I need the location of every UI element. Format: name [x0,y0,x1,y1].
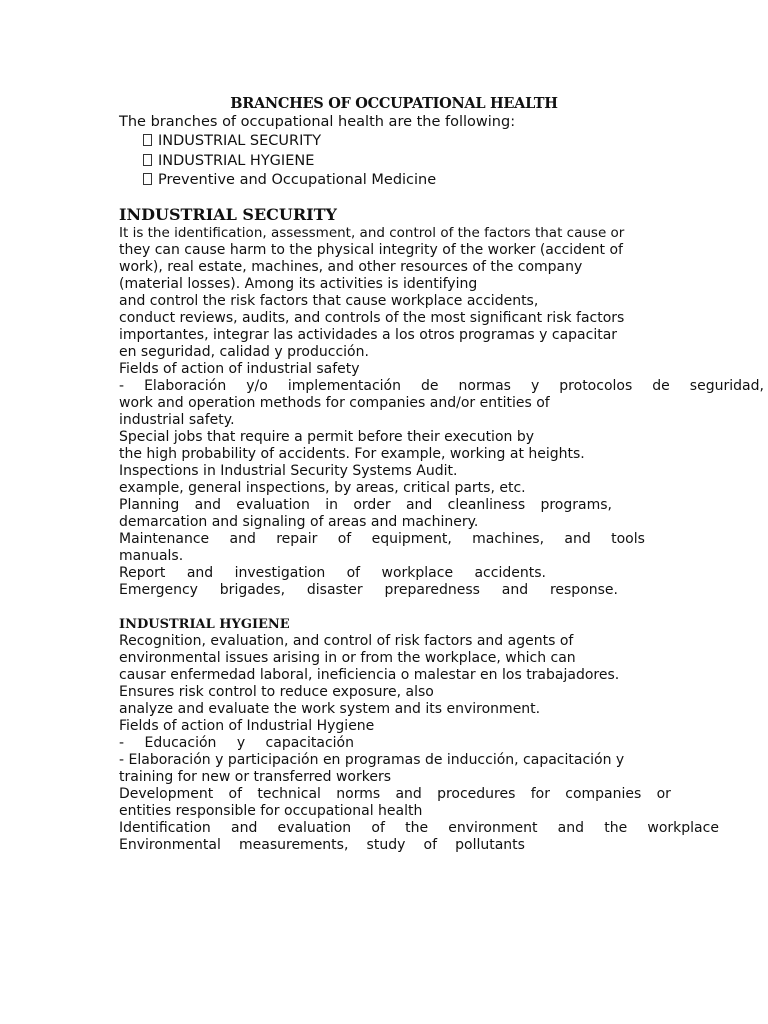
intro-text: The branches of occupational health are the following: [119,114,516,130]
paragraph-line: industrial safety. [119,412,235,428]
bullet-box-icon [143,173,152,185]
paragraph-line: work and operation methods for companies and/or entities of [119,395,550,411]
justified-line: Maintenance and repair of equipment, machines, and tools [119,531,645,547]
paragraph-line: and control the risk factors that cause workplace accidents, [119,293,539,309]
paragraph-line: causar enfermedad laboral, ineficiencia o malestar en los trabajadores. [119,667,620,683]
paragraph-line: Recognition, evaluation, and control of risk factors and agents of [119,633,574,649]
branches-list [143,132,663,191]
paragraph-line: entities responsible for occupational health [119,803,423,819]
page-title: BRANCHES OF OCCUPATIONAL HEALTH [230,95,558,112]
paragraph-line: training for new or transferred workers [119,769,392,785]
paragraph-line: Ensures risk control to reduce exposure, also [119,684,434,700]
paragraph-line: - Elaboración y participación en programas de inducción, capacitación y [119,752,625,768]
hygiene-body [119,633,764,854]
paragraph-line: Fields of action of Industrial Hygiene [119,718,375,734]
hygiene-heading: INDUSTRIAL HYGIENE [119,617,290,632]
justified-line: Planning and evaluation in order and cleanliness programs, [119,497,612,513]
paragraph-line: It is the identification, assessment, and control of the factors that cause or [119,225,625,241]
paragraph-line: manuals. [119,548,184,564]
paragraph-line: environmental issues arising in or from the workplace, which can [119,650,576,666]
list-item: INDUSTRIAL SECURITY [143,132,663,152]
justified-line: Identification and evaluation of the environment and the workplace [119,820,719,836]
bullet-box-icon [143,134,152,146]
justified-line: Report and investigation of workplace accidents. [119,565,546,581]
security-heading: INDUSTRIAL SECURITY [119,205,337,224]
security-body [119,225,764,599]
paragraph-line: the high probability of accidents. For example, working at heights. [119,446,585,462]
paragraph-line: demarcation and signaling of areas and machinery. [119,514,479,530]
paragraph-line: work), real estate, machines, and other resources of the company [119,259,583,275]
justified-line: - Elaboración y/o implementación de normas y protocolos de seguridad, [119,378,764,394]
paragraph-line: Inspections in Industrial Security Systems Audit. [119,463,458,479]
list-item: INDUSTRIAL HYGIENE [143,152,663,172]
justified-line: Emergency brigades, disaster preparedness and response. [119,582,618,598]
paragraph-line: example, general inspections, by areas, critical parts, etc. [119,480,526,496]
list-item: Preventive and Occupational Medicine [143,171,663,191]
justified-line: Environmental measurements, study of pollutants [119,837,525,853]
paragraph-line: analyze and evaluate the work system and its environment. [119,701,541,717]
paragraph-line: conduct reviews, audits, and controls of the most significant risk factors [119,310,625,326]
justified-line: - Educación y capacitación [119,735,354,751]
paragraph-line: (material losses). Among its activities is identifying [119,276,478,292]
paragraph-line: importantes, integrar las actividades a los otros programas y capacitar [119,327,618,343]
paragraph-line: Special jobs that require a permit before their execution by [119,429,535,445]
bullet-box-icon [143,154,152,166]
paragraph-line: en seguridad, calidad y producción. [119,344,369,360]
paragraph-line: Fields of action of industrial safety [119,361,360,377]
justified-line: Development of technical norms and procedures for companies or [119,786,671,802]
paragraph-line: they can cause harm to the physical integrity of the worker (accident of [119,242,623,258]
